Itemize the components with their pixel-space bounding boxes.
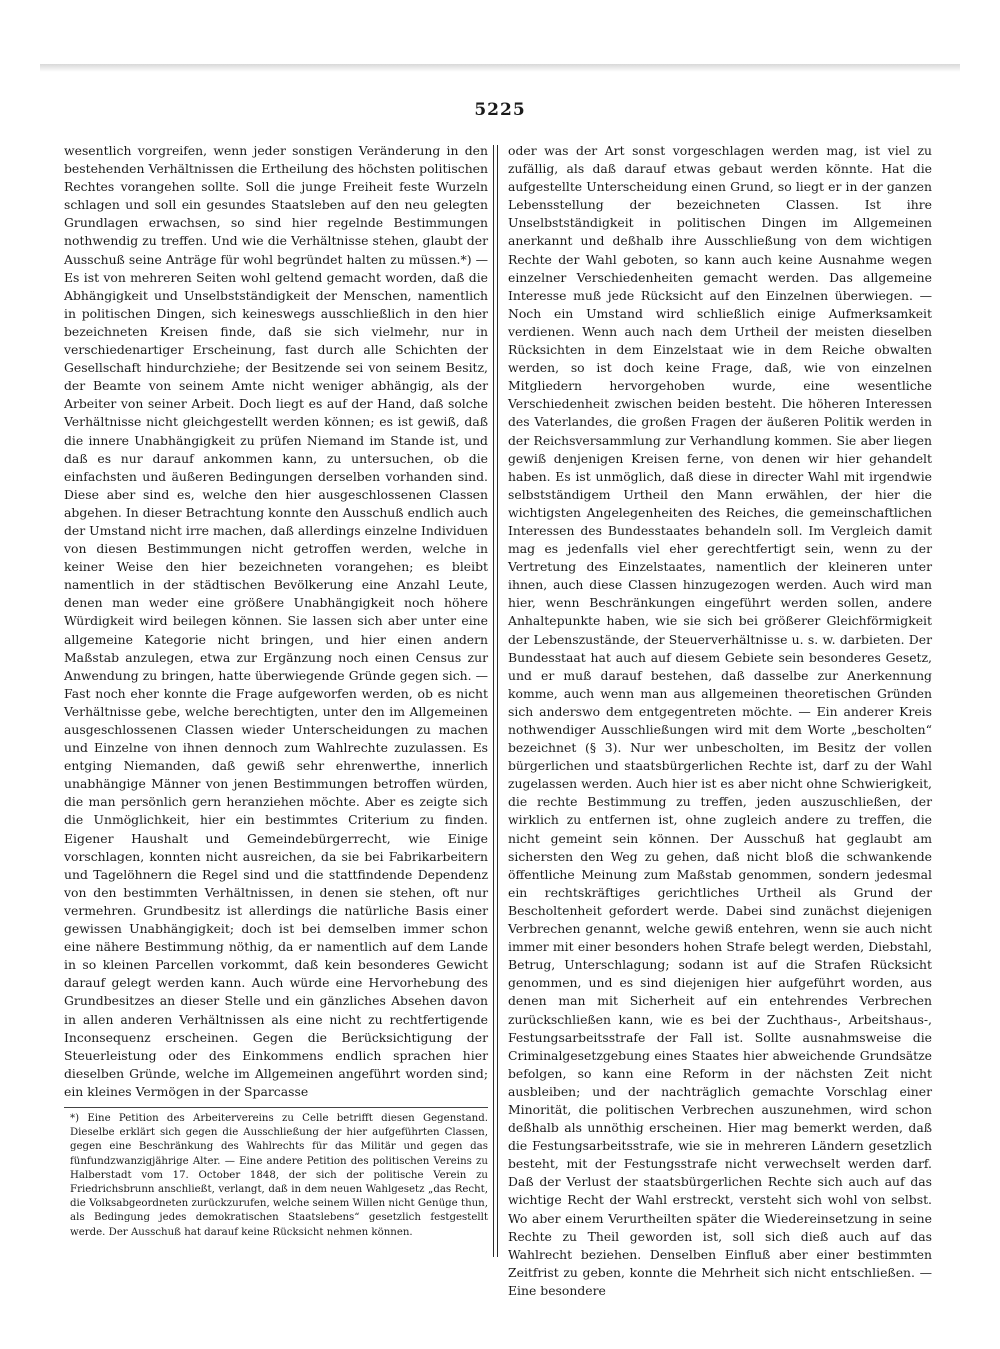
- right-column: [508, 142, 932, 1300]
- left-column: [64, 142, 488, 1101]
- footnote-separator: [64, 1107, 488, 1108]
- scan-edge: [40, 64, 960, 72]
- footnote: [70, 1112, 488, 1240]
- page-number: 5225: [474, 100, 526, 120]
- column-divider: [493, 145, 498, 1257]
- footnote-text: *) Eine Petition des Arbeitervereins zu Celle betrifft diesen Gegenstand. Dieselbe erklärt sich gegen die Ausschließung der hier aufgeführten Classen, gegen eine Beschränkung des Wahlrechts für das Militär und gegen das fünfundzwanzigjährige Alter. — Eine andere Petition des politischen Vereins zu Halberstadt vom 17. October 1848, der sich der politische Verein zu Friedrichsbrunn anschließt, verlangt, daß in dem neuen Wahlgesetz „das Recht, die Volksabgeordneten zurückzurufen, welche seinem Willen nicht Genüge thun, als Bedingung jedes demokratischen Staatslebens“ gesetzlich festgestellt werde. Der Ausschuß hat darauf keine Rücksicht nehmen können.: [70, 1113, 488, 1238]
- right-column-text: oder was der Art sonst vorgeschlagen werden mag, ist viel zu zufällig, als daß darauf etwas gebaut werden könnte. Hat die aufgestellte Unterscheidung einen Grund, so liegt er in der ganzen Lebensstellung der bezeichneten Classen. Ist ihre Unselbstständigkeit in politischen Dingen im Allgemeinen anerkannt und deßhalb ihre Ausschließung von dem wichtigen Rechte der Wahl geboten, so kann auch keine Ausnahme wegen einzelner Verschiedenheiten gemacht werden. Das allgemeine Interesse muß jede Rücksicht auf den Einzelnen überwiegen. — Noch ein Umstand wird schließlich einige Aufmerksamkeit verdienen. Wenn auch nach dem Urtheil der meisten dieselben Rücksichten in dem Einzelstaat wie in dem Reiche obwalten werden, so ist doch keine Frage, daß, wie von einzelnen Mitgliedern hervorgehoben wurde, eine wesentliche Verschiedenheit zwischen beiden besteht. Die höheren Interessen des Vaterlandes, die großen Fragen der äußeren Politik werden in der Reichsversammlung zur Verhandlung kommen. Sie aber liegen gewiß denjenigen Kreisen ferne, von denen wir hier gehandelt haben. Es ist unmöglich, daß diese in directer Wahl mit irgendwie selbstständigem Urtheil den Mann erwählen, der hier die wichtigsten Angelegenheiten des Reiches, die gemeinschaftlichen Interessen des Bundesstaates behandeln soll. Im Vergleich damit mag es jedenfalls viel eher gerechtfertigt sein, wenn zu der Vertretung des Einzelstaates, namentlich der kleineren unter ihnen, auch diese Classen hinzugezogen werden. Auch wird man hier, wenn Beschränkungen eingeführt werden sollen, andere Anhaltepunkte haben, wie sie sich bei größerer Gleichförmigkeit der Lebenszustände, der Steuerverhältnisse u. s. w. darbieten. Der Bundesstaat hat auch auf diesem Gebiete sein besonderes Gesetz, und er muß darauf bestehen, daß dasselbe zur Anerkennung komme, auch wenn man aus allgemeinen theoretischen Gründen sich anderswo dem entgegentreten möchte. — Ein anderer Kreis nothwendiger Ausschließungen wird mit dem Worte „bescholten“ bezeichnet (§ 3). Nur wer unbescholten, im Besitz der vollen bürgerlichen und staatsbürgerlichen Rechte ist, darf zu der Wahl zugelassen werden. Auch hier ist es aber nicht ohne Schwierigkeit, die rechte Bestimmung zu treffen, jeden auszuschließen, der wirklich zu entfernen ist, ohne zugleich andere zu treffen, die nicht gemeint sein können. Der Ausschuß hat geglaubt am sichersten den Weg zu gehen, daß nicht bloß die schwankende öffentliche Meinung zum Maßstab genommen, sondern jedesmal ein rechtskräftiges gerichtliches Urtheil als Grund der Bescholtenheit gefordert werde. Dabei sind zunächst diejenigen Verbrechen genannt, welche gewiß entehren, wenn sie auch nicht immer mit einer besonders hohen Strafe belegt werden, Diebstahl, Betrug, Unterschlagung; sodann ist auf die Strafen Rücksicht genommen, und es sind diejenigen hier aufgeführt worden, aus denen man mit Sicherheit auf ein entehrendes Verbrechen zurückschließen kann, wie es bei der Zuchthaus-, Arbeitshaus-, Festungsarbeitsstrafe der Fall ist. Sollte ausnahmsweise die Criminalgesetzgebung eines Staates hier abweichende Grundsätze befolgen, so kann eine Reform in der nächsten Zeit nicht ausbleiben; und der nachträglich gemachte Vorschlag einer Minorität, die politischen Verbrechen auszunehmen, wird schon deßhalb als unnöthig erscheinen. Hier mag bemerkt werden, daß die Festungsarbeitsstrafe, wie sie in mehreren Ländern gesetzlich besteht, mit der Festungsstrafe nicht verwechselt werden darf. Daß der Verlust der staatsbürgerlichen Rechte sich auch auf das wichtige Recht der Wahl erstreckt, versteht sich wohl von selbst. Wo aber einem Verurtheilten später die Wiedereinsetzung in seine Rechte zu Theil geworden ist, soll sich dieß auch auf das Wahlrecht beziehen. Denselben Einfluß aber einer bestimmten Zeitfrist zu geben, konnte die Mehrheit sich nicht entschließen. — Eine besondere: [508, 143, 932, 1298]
- left-column-text: wesentlich vorgreifen, wenn jeder sonstigen Veränderung in den bestehenden Verhältnissen die Ertheilung des höchsten politischen Rechtes vorangehen sollte. Soll die junge Freiheit feste Wurzeln schlagen und soll ein gesundes Staatsleben auf den neu gelegten Grundlagen erwachsen, so sind hier regelnde Bestimmungen nothwendig zu treffen. Und wie die Verhältnisse stehen, glaubt der Ausschuß seine Anträge für wohl begründet halten zu müssen.*) — Es ist von mehreren Seiten wohl geltend gemacht worden, daß die Abhängigkeit und Unselbstständigkeit der Menschen, namentlich in politischen Dingen, sich keineswegs ausschließlich in den hier bezeichneten Kreisen finde, daß sie sich vielmehr, nur in verschiedenartiger Erscheinung, fast durch alle Schichten der Gesellschaft hindurchziehe; der Besitzende sei von seinem Besitz, der Beamte von seinem Amte nicht weniger abhängig, als der Arbeiter von seiner Arbeit. Doch liegt es auf der Hand, daß solche Verhältnisse nicht gleichgestellt werden können; es ist gewiß, daß die innere Unabhängigkeit zu prüfen Niemand im Stande ist, und daß es nur darauf ankommen kann, zu untersuchen, ob die einfachsten und äußeren Bedingungen derselben vorhanden sind. Diese aber sind es, welche den hier ausgeschlossenen Classen abgehen. In dieser Betrachtung konnte den Ausschuß endlich auch der Umstand nicht irre machen, daß allerdings einzelne Individuen von diesen Bestimmungen nicht getroffen werden, welche in keiner Weise den hier bezeichneten vorangehen; es bleibt namentlich in der städtischen Bevölkerung eine Anzahl Leute, denen man weder eine größere Unabhängigkeit noch höhere Würdigkeit wird beilegen können. Sie lassen sich aber unter eine allgemeine Kategorie nicht bringen, und hier einen andern Maßstab anzulegen, etwa zur Ergänzung noch einen Census zur Anwendung zu bringen, hatte überwiegende Gründe gegen sich. — Fast noch eher konnte die Frage aufgeworfen werden, ob es nicht Verhältnisse gebe, welche berechtigten, unter den im Allgemeinen ausgeschlossenen Classen wieder Unterscheidungen zu machen und Einzelne von ihnen dennoch zum Wahlrechte zuzulassen. Es entging Niemanden, daß gewiß sehr ehrenwerthe, innerlich unabhängige Männer von jenen Bestimmungen betroffen würden, die man persönlich gern heranziehen möchte. Aber es zeigte sich die Unmöglichkeit, hier ein bestimmtes Criterium zu finden. Eigener Haushalt und Gemeindebürgerrecht, wie Einige vorschlagen, konnten nicht ausreichen, da sie bei Fabrikarbeitern und Tagelöhnern die Regel sind und die stattfindende Dependenz von den bestimmten Verhältnissen, in denen sie stehen, oft nur vermehren. Grundbesitz ist allerdings die natürliche Basis einer gewissen Unabhängigkeit; doch ist bei demselben immer schon eine nähere Bestimmung nöthig, da er namentlich auf dem Lande in so kleinen Parcellen vorkommt, daß kein besonderes Gewicht darauf gelegt werden kann. Auch würde eine Hervorhebung des Grundbesitzes an dieser Stelle und ein gänzliches Absehen davon in allen anderen Verhältnissen als eine nicht zu rechtfertigende Inconsequenz erscheinen. Gegen die Berücksichtigung der Steuerleistung oder des Einkommens endlich sprachen hier dieselben Gründe, welche im Allgemeinen angeführt worden sind; ein kleines Vermögen in der Sparcasse: [64, 143, 488, 1099]
